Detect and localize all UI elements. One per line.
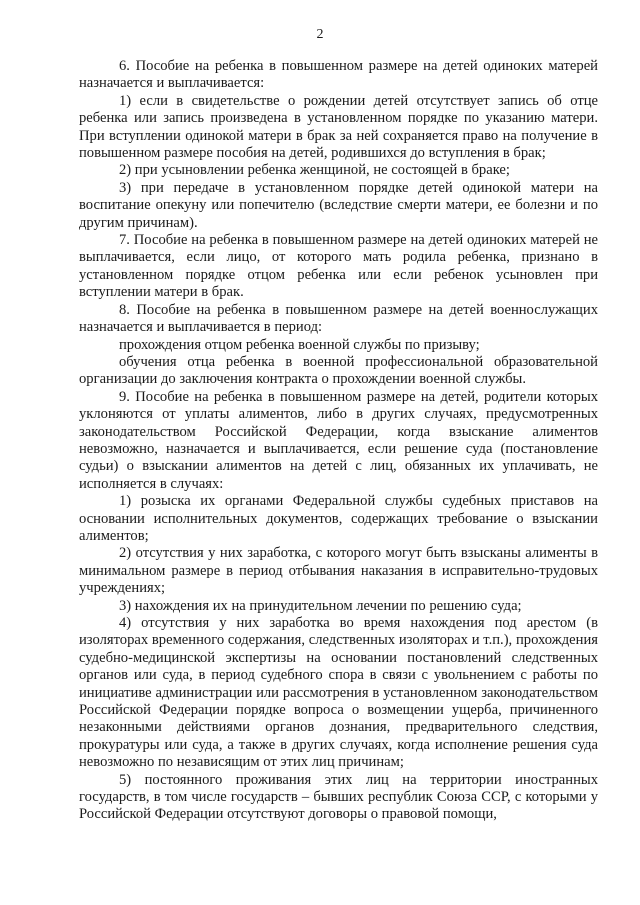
paragraph-9: 9. Пособие на ребенка в повышенном размере на детей, родители которых уклоняются от уплаты алиментов, либо в других случаях, предусмотренных законодательством Российской Федерации, когда взыскание алиментов невозможно, назначается и выплачивается, если решение суда (постановление судьи) о взыскании алиментов на детей с лиц, обязанных их уплачивать, не исполняется в случаях: [79,388,598,492]
paragraph-9-item-1: 1) розыска их органами Федеральной службы судебных приставов на основании исполнительных документов, содержащих требование о взыскании алиментов; [79,493,598,544]
document-body [79,58,598,824]
paragraph-8-item-b: обучения отца ребенка в военной профессиональной образовательной организации до заключения контракта о прохождении военной службы. [79,353,598,388]
paragraph-6-item-3: 3) при передаче в установленном порядке детей одинокой матери на воспитание опекуну или попечителю (вследствие смерти матери, ее болезни и по другим причинам). [79,179,598,231]
paragraph-6: 6. Пособие на ребенка в повышенном размере на детей одиноких матерей назначается и выплачивается: [79,58,598,92]
paragraph-9-item-5: 5) постоянного проживания этих лиц на территории иностранных государств, в том числе государств – бывших республик Союза ССР, с которыми у Российской Федерации отсутствуют договоры о правовой помощи, [79,771,598,823]
paragraph-9-item-2: 2) отсутствия у них заработка, с которого могут быть взысканы алименты в минимальном размере в период отбывания наказания в исправительно-трудовых учреждениях; [79,545,598,597]
page-number: 2 [316,27,324,42]
paragraph-9-item-4: 4) отсутствия у них заработка во время нахождения под арестом (в изоляторах временного содержания, следственных изоляторах и т.п.), прохождения судебно-медицинской экспертизы на основании постановлений следственных органов или суда, в период судебного спора в связи с увольнением с работы по инициативе администрации или рассмотрения в установленном законодательством Российской Федерации порядке вопроса о возмещении ущерба, причиненного незаконными действиями органов дознания, предварительного следствия, прокуратуры или суда, а также в других случаях, когда исполнение решения суда невозможно по независящим от этих лиц причинам; [79,615,598,771]
paragraph-8: 8. Пособие на ребенка в повышенном размере на детей военнослужащих назначается и выплачивается в период: [79,301,598,336]
paragraph-6-item-1: 1) если в свидетельстве о рождении детей отсутствует запись об отце ребенка или запись произведена в установленном порядке по указанию матери. При вступлении одинокой матери в брак за ней сохраняется право на получение в повышенном размере пособия на детей, родившихся до вступления в брак; [79,92,598,162]
paragraph-9-item-3: 3) нахождения их на принудительном лечении по решению суда; [119,597,522,614]
paragraph-7: 7. Пособие на ребенка в повышенном размере на детей одиноких матерей не выплачивается, если лицо, от которого мать родила ребенка, признано в установленном порядке отцом ребенка или если ребенок усыновлен при вступлении матери в брак. [79,232,598,301]
paragraph-8-item-a: прохождения отцом ребенка военной службы по призыву; [119,336,480,353]
paragraph-6-item-2: 2) при усыновлении ребенка женщиной, не состоящей в браке; [119,162,510,179]
